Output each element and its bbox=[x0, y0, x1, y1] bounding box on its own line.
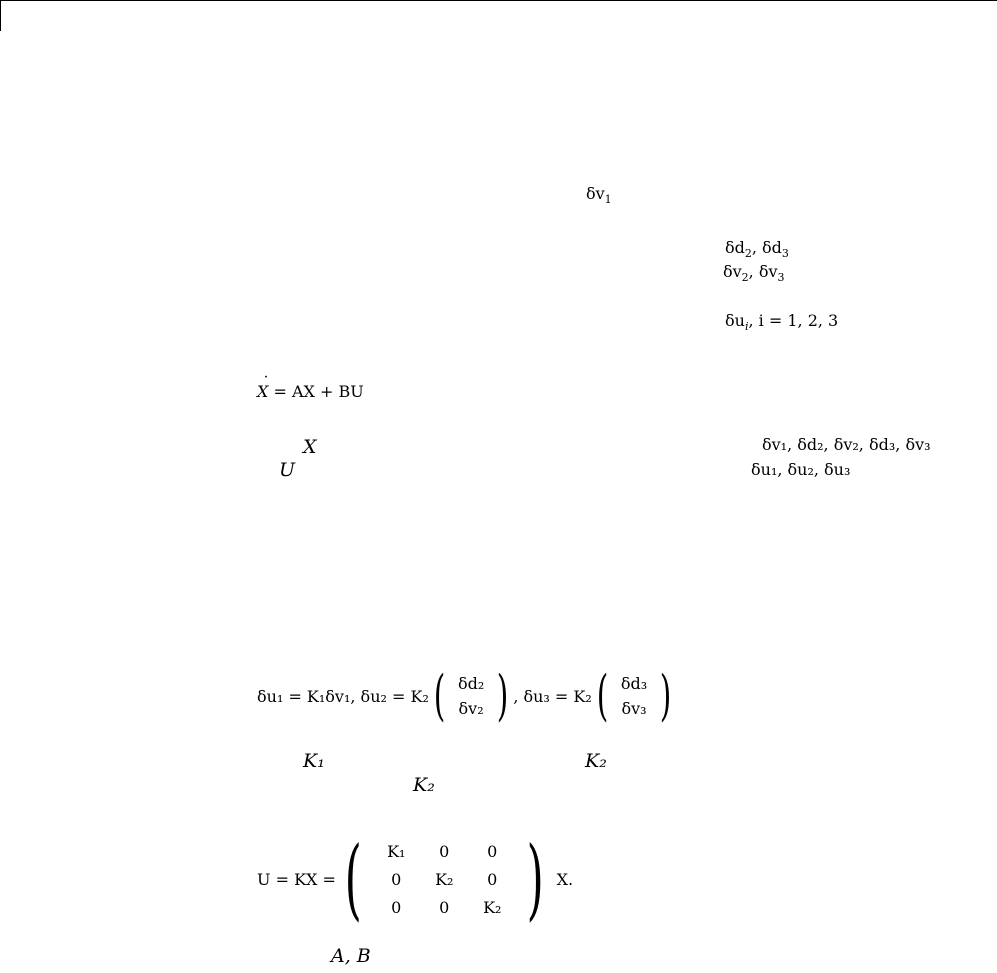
vector-d2-v2: δd₂ δv₂ bbox=[457, 674, 485, 718]
state-equation: ˙ X = AX + BU bbox=[257, 384, 364, 400]
symbol-X: X bbox=[303, 436, 317, 458]
full-control-law: U = KX = ( K₁ 0 0 0 K₂ 0 0 0 K₂ ) X. bbox=[257, 827, 574, 930]
gain-matrix: K₁ 0 0 0 K₂ 0 0 0 K₂ bbox=[387, 841, 502, 917]
formula-dd2-dd3: $\delta d_2$, $\delta d_3$ bbox=[725, 238, 789, 260]
state-vector-components: δv₁, δd₂, δv₂, δd₃, δv₃ bbox=[762, 435, 931, 454]
symbol-K2-right: K₂ bbox=[585, 750, 607, 772]
formula-dv1: $\delta v_1$ bbox=[586, 184, 612, 206]
control-law: δu₁ = K₁δv₁, δu₂ = K₂ ( δd₂ δv₂ ) , δu₃ = K₂ ( δd₃ δv₃ ) bbox=[257, 664, 672, 727]
symbol-K1: K₁ bbox=[303, 750, 325, 772]
symbols-A-B: A, B bbox=[331, 945, 371, 967]
symbol-U: U bbox=[279, 459, 296, 481]
formula-dv2-dv3: $\delta v_2$, $\delta v_3$ bbox=[723, 262, 785, 284]
input-vector-components: δu₁, δu₂, δu₃ bbox=[751, 460, 851, 479]
corner-mark bbox=[0, 0, 1, 31]
formula-dui: $\delta u_i$, i = 1, 2, 3 bbox=[725, 311, 839, 333]
top-rule bbox=[0, 0, 997, 1]
vector-d3-v3: δd₃ δv₃ bbox=[620, 674, 648, 718]
symbol-K2-lower: K₂ bbox=[413, 774, 435, 796]
